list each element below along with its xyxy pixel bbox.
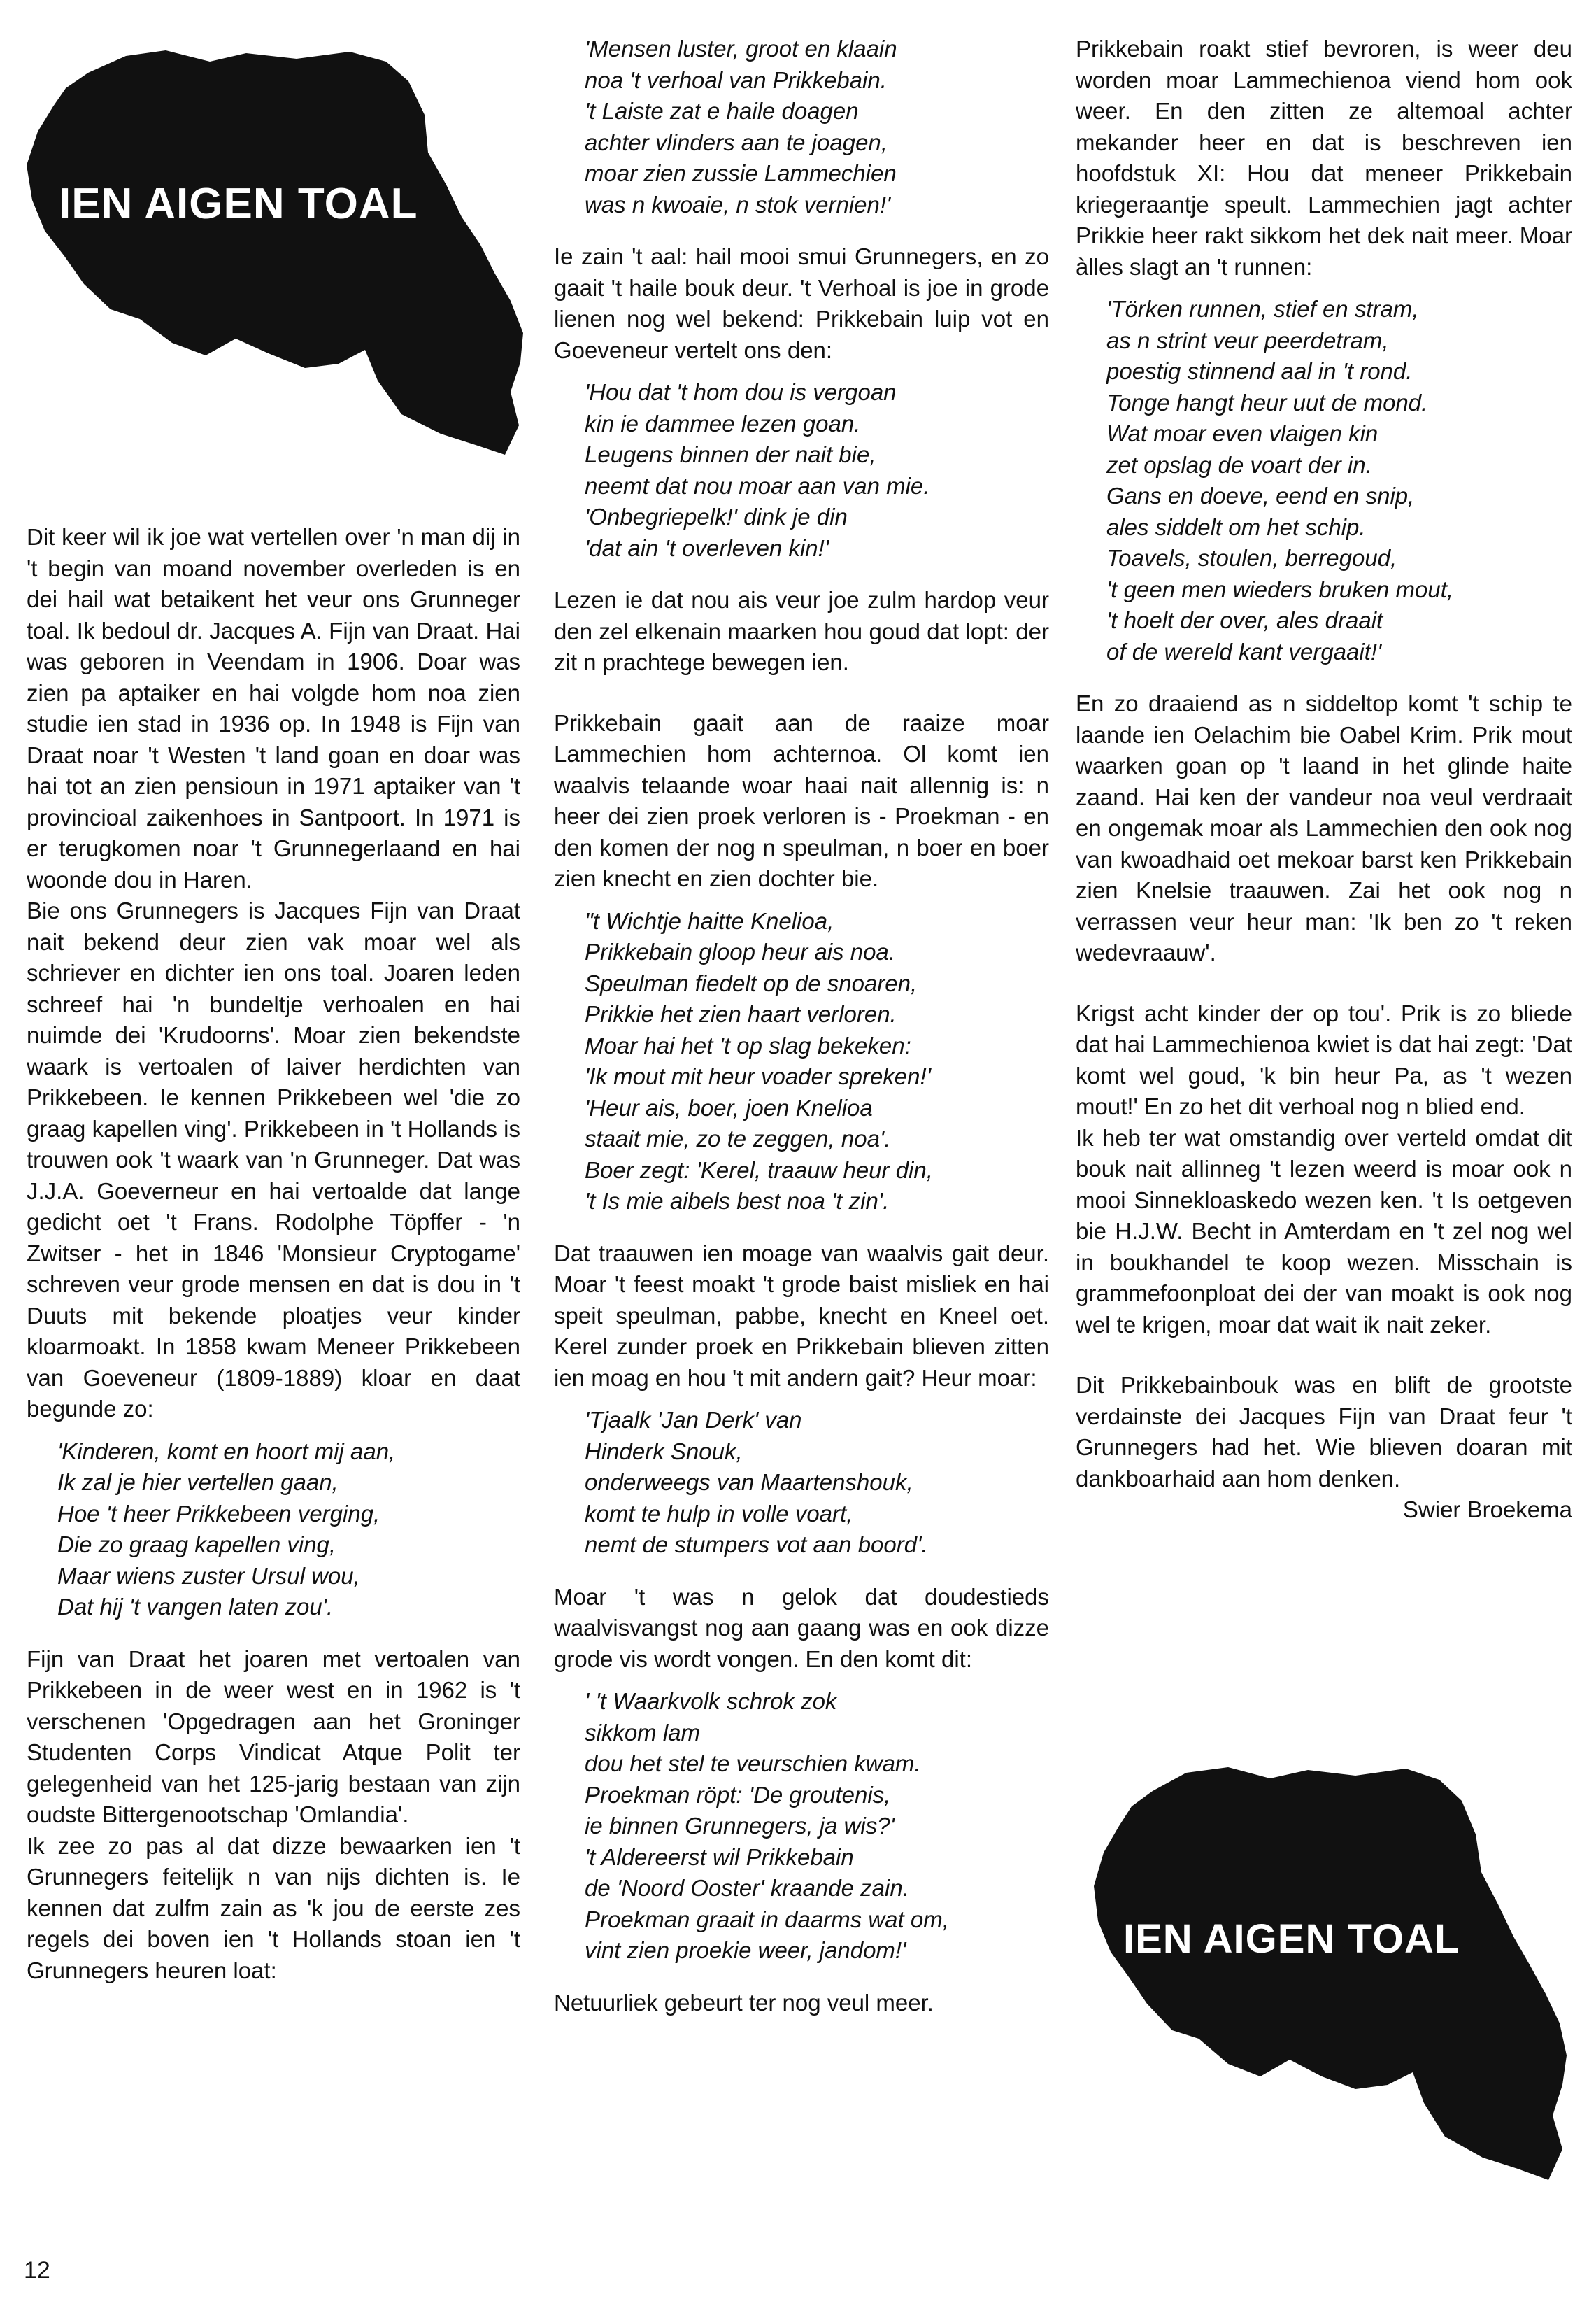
province-map-icon	[1090, 1766, 1567, 2183]
poem-block	[585, 1686, 1049, 1967]
paragraph: Ie zain 't aal: hail mooi smui Grunnegers, en zo gaait 't haile bouk deur. 't Verhoal is joe in grode lienen nog wel bekend: Prikkebain luip vot en Goeveneur vertelt ons den:	[554, 243, 1049, 363]
poem-line: Leugens binnen der nait bie,	[585, 441, 876, 467]
poem-line: nemt de stumpers vot aan boord'.	[585, 1531, 928, 1557]
poem-line: Toavels, stoulen, berregoud,	[1106, 545, 1397, 571]
poem-block	[1106, 294, 1572, 667]
poem-line: Proekman röpt: 'De groutenis,	[585, 1781, 891, 1808]
poem-line: onderweegs van Maartenshouk,	[585, 1469, 913, 1495]
poem-line: Wat moar even vlaigen kin	[1106, 420, 1378, 446]
poem-line: Die zo graag kapellen ving,	[57, 1531, 336, 1557]
poem-line: zet opslag de voart der in.	[1106, 451, 1372, 478]
poem-line: 'Tjaalk 'Jan Derk' van	[585, 1407, 802, 1433]
poem-line: "t Wichtje haitte Knelioa,	[585, 907, 834, 934]
poem-line: Dat hij 't vangen laten zou'.	[57, 1594, 334, 1620]
logo-title: IEN AIGEN TOAL	[59, 180, 418, 228]
poem-line: staait mie, zo te zeggen, noa'.	[585, 1126, 891, 1152]
poem-block	[57, 1436, 520, 1623]
column-3	[1076, 34, 1572, 1526]
poem-line: noa 't verhoal van Prikkebain.	[585, 66, 887, 93]
poem-line: achter vlinders aan te joagen,	[585, 129, 888, 155]
logo-title: IEN AIGEN TOAL	[1123, 1916, 1460, 1962]
poem-block	[585, 906, 1049, 1217]
paragraph: Ik heb ter wat omstandig over verteld omdat dit bouk nait allinneg 't lezen weerd is moar ook n mooi Sinnekloaskedo wezen ken. 't Is oetgeven bie H.J.W. Becht in Amterdam en 't zel nog wel in boukhandel te koop wezen. Misschain is grammefoonploat dei der van moakt is ook nog wel te krigen, moar dat wait ik nait zeker.	[1076, 1124, 1572, 1338]
poem-line: kin ie dammee lezen goan.	[585, 410, 861, 437]
paragraph: Dit Prikkebainbouk was en blift de grootste verdainste dei Jacques Fijn van Draat feur 't Grunnegers had het. Wie blieven doaran mit dankboarhaid aan hom denken.	[1076, 1372, 1572, 1492]
paragraph: Dit keer wil ik joe wat vertellen over 'n man dij in 't begin van moand november overleden is en dei hail wat betaikent het veur ons Grunneger toal. Ik bedoul dr. Jacques A. Fijn van Draat. Hai was geboren in Veendam in 1906. Doar was zien pa aptaiker en hai volgde hom noa zien studie ien stad in 1936 op. In 1948 is Fijn van Draat noar 't Westen 't land goan en doar was hai tot an zien pensioun in 1971 aptaiker van 't provincioal zaikenhoes in Santpoort. In 1971 is er terugkomen noar 't Grunnegerlaand en hai woonde dou in Haren.	[27, 524, 520, 893]
poem-line: Maar wiens zuster Ursul wou,	[57, 1562, 360, 1589]
poem-line: 'dat ain 't overleven kin!'	[585, 534, 829, 561]
poem-line: 'Heur ais, boer, joen Knelioa	[585, 1094, 873, 1121]
province-map-icon	[22, 48, 526, 460]
column-1	[27, 522, 520, 1986]
poem-line: 'Ik mout mit heur voader spreken!'	[585, 1063, 931, 1089]
poem-line: Prikkie het zien haart verloren.	[585, 1001, 897, 1027]
poem-line: Proekman graait in daarms wat om,	[585, 1906, 949, 1932]
poem-line: Prikkebain gloop heur ais noa.	[585, 939, 895, 965]
page-number: 12	[24, 2257, 50, 2284]
poem-line: neemt dat nou moar aan van mie.	[585, 472, 930, 499]
poem-line: 't Is mie aibels best noa 't zin'.	[585, 1188, 890, 1214]
poem-line: komt te hulp in volle voart,	[585, 1500, 853, 1527]
poem-line: Tonge hangt heur uut de mond.	[1106, 389, 1428, 416]
poem-line: 't Laiste zat e haile doagen	[585, 98, 859, 124]
poem-line: Hinderk Snouk,	[585, 1438, 743, 1464]
poem-line: ales siddelt om het schip.	[1106, 514, 1366, 540]
poem-line: Hoe 't heer Prikkebeen verging,	[57, 1500, 380, 1527]
poem-line: 'Kinderen, komt en hoort mij aan,	[57, 1438, 396, 1464]
paragraph: Netuurliek gebeurt ter nog veul meer.	[554, 1989, 934, 2016]
poem-line: ' 't Waarkvolk schrok zok	[585, 1688, 837, 1714]
poem-line: 't Aldereerst wil Prikkebain	[585, 1843, 854, 1870]
poem-line: sikkom lam	[585, 1719, 701, 1746]
paragraph: En zo draaiend as n siddeltop komt 't schip te laande ien Oelachim bie Oabel Krim. Prik mout waarken goan op 't laand in het glinde haite zaand. Hai ken der vandeur noa veul verdraait en ongemak moar als Lammechien den ook nog van kwoadhaid oet mekoar barst ken Prikkebain zien Knelsie traauwen. Zai het ook nog n verrassen veur heur man: 'Ik ben zo 't reken wedevraauw'.	[1076, 691, 1572, 965]
paragraph: Lezen ie dat nou ais veur joe zulm hardop veur den zel elkenain maarken hou goud dat lopt: der zit n prachtege bewegen ien.	[554, 587, 1049, 675]
poem-line: Speulman fiedelt op de snoaren,	[585, 970, 918, 996]
paragraph: Dat traauwen ien moage van waalvis gait deur. Moar 't feest moakt 't grode baist misliek en hai speit speulman, pabbe, knecht en Kneel oet. Kerel zunder proek en Prikkebain blieven zitten ien moag en hou 't mit andern gait? Heur moar:	[554, 1240, 1049, 1391]
paragraph: Krigst acht kinder der op tou'. Prik is zo bliede dat hai Lammechienoa kwiet is dat hai zegt: 'Dat komt wel goud, 'k bin heur Pa, as 't wezen mout!' En zo het dit verhoal nog n blied end.	[1076, 1000, 1572, 1119]
poem-line: 't geen men wieders bruken mout,	[1106, 576, 1454, 602]
column-2	[554, 34, 1049, 2018]
poem-line: 't hoelt der over, ales draait	[1106, 607, 1383, 633]
paragraph: Fijn van Draat het joaren met vertoalen van Prikkebeen in de weer west en in 1962 is 't verschenen 'Opgedragen aan het Groninger Studenten Corps Vindicat Atque Polit ter gelegenheid van het 125-jarig bestaan van zijn oudste Bittergenootschap 'Omlandia'.	[27, 1645, 520, 1827]
poem-line: moar zien zussie Lammechien	[585, 160, 897, 186]
poem-line: 'Törken runnen, stief en stram,	[1106, 296, 1419, 322]
author-signature: Swier Broekema	[1402, 1496, 1572, 1522]
poem-line: poestig stinnend aal in 't rond.	[1106, 358, 1413, 384]
poem-line: was n kwoaie, n stok vernien!'	[585, 191, 891, 218]
poem-line: as n strint veur peerdetram,	[1106, 327, 1389, 353]
paragraph: Prikkebain roakt stief bevroren, is weer deu worden moar Lammechienoa viend hom ook weer. En den zitten ze altemoal achter mekander heer en dat is beschreven ien hoofdstuk XI: Hou dat meneer Prikkebain kriegeraantje speult. Lammechien jagt achter Prikkie heer rakt sikkom het dek nait meer. Moar àlles slagt an 't runnen:	[1076, 36, 1572, 280]
paragraph: Moar 't was n gelok dat doudestieds waalvisvangst nog aan gaang was en ook dizze grode vis wordt vongen. En den komt dit:	[554, 1583, 1049, 1672]
poem-line: of de wereld kant vergaait!'	[1106, 638, 1382, 665]
paragraph: Ik zee zo pas al dat dizze bewaarken ien 't Grunnegers feitelijk n van nijs dichten is. Ie kennen dat zulfm zain as 'k jou de eerste zes regels dei boven ien 't Hollands stoan ien 't Grunnegers heuren loat:	[27, 1832, 520, 1983]
poem-line: Boer zegt: 'Kerel, traauw heur din,	[585, 1156, 933, 1183]
poem-line: Gans en doeve, eend en snip,	[1106, 483, 1415, 509]
poem-line: 'Hou dat 't hom dou is vergoan	[585, 379, 897, 405]
column-logo-top	[22, 48, 526, 460]
poem-line: 'Mensen luster, groot en klaain	[585, 36, 897, 62]
column-logo-bottom	[1090, 1766, 1567, 2183]
poem-line: 'Onbegriepelk!' dink je din	[585, 504, 848, 530]
poem-block	[585, 34, 1049, 220]
poem-line: de 'Noord Ooster' kraande zain.	[585, 1875, 909, 1901]
poem-line: Moar hai het 't op slag bekeken:	[585, 1032, 911, 1059]
paragraph: Prikkebain gaait aan de raaize moar Lammechien hom achternoa. Ol komt ien waalvis telaande woar haai nait allennig is: n heer dei zien proek verloren is - Proekman - en den komen der nog n speulman, n boer en boer zien knecht en zien dochter bie.	[554, 709, 1049, 891]
poem-line: dou het stel te veurschien kwam.	[585, 1750, 921, 1776]
poem-line: Ik zal je hier vertellen gaan,	[57, 1469, 339, 1495]
poem-block	[585, 1405, 1049, 1561]
paragraph: Bie ons Grunnegers is Jacques Fijn van Draat nait bekend deur zien vak moar wel als schriever en dichter ien ons toal. Joaren leden schreef hai 'n bundeltje verhoalen en hai nuimde dei 'Krudoorns'. Moar zien bekendste waark is vertoalen of laiver herdichten van Prikkebeen. Ie kennen Prikkebeen wel 'die zo graag kapellen ving'. Prikkebeen in 't Hollands is trouwen ook 't waark van 'n Grunneger. Dat was J.J.A. Goeverneur en hai vertoalde dat lange gedicht oet 't Frans. Rodolphe Töpffer - 'n Zwitser - het in 1846 'Monsieur Cryptogame' schreven veur grode mensen en dat is dou in 't Duuts mit bekende ploatjes veur kinder kloarmoakt. In 1858 kwam Meneer Prikkebeen van Goeveneur (1809-1889) kloar en daat begunde zo:	[27, 898, 521, 1422]
poem-line: ie binnen Grunnegers, ja wis?'	[585, 1813, 895, 1839]
poem-block	[585, 377, 1049, 564]
poem-line: vint zien proekie weer, jandom!'	[585, 1937, 906, 1963]
